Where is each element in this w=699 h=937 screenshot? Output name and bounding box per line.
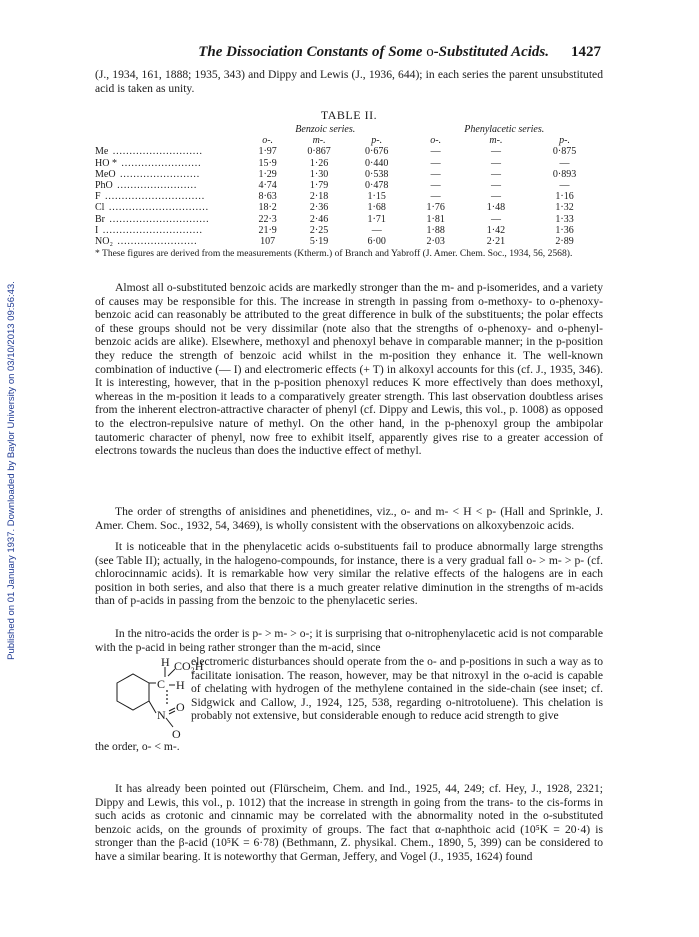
paragraph-2-text: The order of strengths of anisidines and phenetidines, viz., o- and m- < H < p- (Hall and Sprinkle, J. Amer. Chem. Soc., 1932, 54, 3469), is wholly consistent with the observations on alkoxybenzoic acids. xyxy=(95,505,603,532)
bond-n-o-top xyxy=(169,708,175,711)
table-cell: 0·676 xyxy=(365,146,389,158)
chelate-structure-diagram xyxy=(95,655,204,753)
row-label xyxy=(95,158,245,169)
table-footnote: * These figures are derived from the measurements (Ktherm.) of Branch and Yabroff (J. Amer. Chem. Soc., 1934, 56, 2568). xyxy=(95,248,573,259)
group-co2h: CO₂H xyxy=(174,659,204,673)
table-cell: 1·48 xyxy=(486,202,506,214)
paragraph-5-text: It has already been pointed out (Flürscheim, Chem. and Ind., 1925, 44, 249; cf. Hey, J., 1928, 2321; Dippy and Lewis, this vol., p. 1012) that the increase in strength in going from the trans- to the cis-forms in such acids as crotonic and cinnamic may be correlated with the abnormality noted in the o-substituted benzoic acids, on the grounds of proximity of groups. The fact that α-naphthoic acid (10⁵K = 20·4) is stronger than the β-acid (10⁵K = 6·78) (Bethmann, Z. physikal. Chem., 1890, 5, 399) can be considered to have a similar bearing. It is noteworthy that German, Jeffery, and Vogel (J., 1935, 1624) found xyxy=(95,782,603,863)
leader-dots: ………………………… xyxy=(104,191,205,203)
table-cell: 107 xyxy=(260,236,276,248)
table-cell: 2·46 xyxy=(309,213,329,225)
table-cell: — xyxy=(490,213,501,225)
publication-sidebar xyxy=(4,150,18,790)
leader-dots: …………………… xyxy=(116,180,197,192)
paragraph-1 xyxy=(95,281,603,458)
table-cell: 1·16 xyxy=(555,191,574,203)
paragraph-3-text: It is noticeable that in the phenylacetic acids o-substituents fail to produce abnormally large strengths (see Table II); actually, in the halogeno-compounds, for instance, there is a very gradual fall o- > m- > p- (cf. chlorocinnamic acids). It is remarkable how very similar the relative effects of the halogens are in each position in both series, and also that there is a much greater relative diminution in the strengths of m-acids than of p-acids in passing from the benzoic to the phenylacetic series. xyxy=(95,540,603,608)
running-title-post: -Substituted Acids. xyxy=(433,44,549,60)
benzene-ring xyxy=(117,674,149,710)
table-cell: 1·32 xyxy=(555,202,574,214)
table-cell: 1·33 xyxy=(555,213,574,225)
table-row xyxy=(95,191,603,202)
bond-ring-n xyxy=(149,701,156,713)
table-row xyxy=(95,214,603,225)
substituent-label: MeO xyxy=(95,168,116,180)
row-label xyxy=(95,191,245,202)
table-cell: 1·68 xyxy=(367,202,386,214)
substituent-label: NO₂ xyxy=(95,236,113,248)
table-group-row xyxy=(95,124,603,135)
table-cell: 6·00 xyxy=(367,236,386,248)
row-label xyxy=(95,214,245,225)
page-number: 1427 xyxy=(571,44,601,60)
substituent-label: Me xyxy=(95,146,109,158)
table-cell: — xyxy=(559,157,570,169)
leader-dots: ………………………… xyxy=(108,202,209,214)
table-cell: 2·36 xyxy=(309,202,329,214)
ring-hexagon xyxy=(117,674,149,710)
atom-c: C xyxy=(157,677,166,691)
leader-dots: …………………… xyxy=(116,236,197,248)
table-cell: 18·2 xyxy=(258,202,277,214)
paragraph-3 xyxy=(95,540,603,608)
table-cell: 22·3 xyxy=(258,213,277,225)
table-cell: 15·9 xyxy=(258,157,277,169)
atom-o-bottom: O xyxy=(172,727,181,741)
table-cell: 0·867 xyxy=(307,146,331,158)
table-cell: 1·76 xyxy=(426,202,445,214)
table-cell: 1·42 xyxy=(486,224,506,236)
table-subheader-row xyxy=(95,135,603,146)
table-cell: — xyxy=(430,146,441,158)
table-cell: 1·88 xyxy=(426,224,445,236)
table-cell: 1·29 xyxy=(258,168,277,180)
running-title-pre: The Dissociation Constants of Some xyxy=(198,44,427,60)
table-cell: — xyxy=(490,157,501,169)
table-title: TABLE II. xyxy=(320,108,378,122)
col-header: p-. xyxy=(559,135,570,147)
paragraph-2 xyxy=(95,505,603,532)
paragraph-4-lead-text: In the nitro-acids the order is p- > m- > o-; it is surprising that o-nitrophenylacetic acid is not comparable with the p-acid in being rather stronger than the m-acid, since xyxy=(95,627,603,654)
table-cell: — xyxy=(490,168,501,180)
substituent-label: HO * xyxy=(95,157,117,169)
table-cell: 2·21 xyxy=(486,236,506,248)
publication-note: Published on 01 January 1937. Downloaded by Baylor University on 03/10/2013 09:56:43. xyxy=(5,280,17,660)
table-cell: 0·875 xyxy=(552,146,577,158)
atom-o-top: O xyxy=(176,700,185,714)
table-cell: 1·97 xyxy=(258,146,277,158)
table-cell: 2·03 xyxy=(426,236,445,248)
table-cell: 8·63 xyxy=(258,191,277,203)
col-header: o-. xyxy=(262,135,274,147)
leader-dots: …………………… xyxy=(119,168,200,180)
table-cell: 2·18 xyxy=(309,191,329,203)
table-row xyxy=(95,236,603,247)
atom-h-top: H xyxy=(161,655,170,669)
table-cell: 21·9 xyxy=(258,224,277,236)
table-cell: 1·71 xyxy=(367,213,386,225)
table-cell: — xyxy=(430,168,441,180)
leader-dots: …………………… xyxy=(120,157,201,169)
table-row xyxy=(95,169,603,180)
table-row xyxy=(95,180,603,191)
running-title-o: o xyxy=(426,44,434,60)
table-cell: — xyxy=(430,157,441,169)
table-cell: 1·79 xyxy=(309,180,329,192)
leader-dots: ………………………… xyxy=(109,213,209,225)
table-cell: — xyxy=(430,180,441,192)
table-cell: — xyxy=(490,180,501,192)
table-cell: 2·25 xyxy=(309,224,329,236)
col-header: m-. xyxy=(489,135,503,147)
table-cell: 0·440 xyxy=(365,157,389,169)
table-cell: 1·26 xyxy=(309,157,329,169)
nitro-inset-block xyxy=(95,655,603,741)
leader-dots: ……………………… xyxy=(112,146,203,158)
table-row xyxy=(95,146,603,157)
substituent-label: Cl xyxy=(95,202,105,214)
row-label xyxy=(95,225,245,236)
table-cell: 5·19 xyxy=(309,236,329,248)
page-header xyxy=(88,44,601,61)
col-header: m-. xyxy=(312,135,326,147)
row-label xyxy=(95,236,245,247)
running-title xyxy=(198,44,549,61)
table-row xyxy=(95,158,603,169)
dissociation-table xyxy=(95,124,603,247)
table-cell: — xyxy=(371,224,382,236)
table-row xyxy=(95,202,603,213)
group-benzoic: Benzoic series. xyxy=(295,124,356,135)
paragraph-4-wrap-text: electromeric disturbances should operate from the o- and p-positions in such a way as to facilitate ionisation. The reason, however, may be that nitroxyl in the o-acid is capable of chelating with hydrogen of the methylene contained in the side-chain (see inset; cf. Sidgwick and Callow, J., 1924, 125, 538, regarding o-nitrotoluene). This chelation is probably not extensive, but considerable enough to reduce acid strength to give xyxy=(191,655,603,723)
table-cell: 0·478 xyxy=(365,180,389,192)
substituent-label: PhO xyxy=(95,180,113,192)
table-cell: 0·893 xyxy=(552,168,577,180)
lead-paragraph: (J., 1934, 161, 1888; 1935, 343) and Dippy and Lewis (J., 1936, 644); in each series the parent unsubstituted acid is taken as unity. xyxy=(95,68,603,95)
row-label xyxy=(95,146,245,157)
atom-h-right: H xyxy=(176,678,185,692)
table-cell: 0·538 xyxy=(365,168,389,180)
paragraph-4-tail: the order, o- < m-. xyxy=(95,740,180,753)
bond-n-o-bottom xyxy=(166,718,173,727)
substituent-label: Br xyxy=(95,213,105,225)
table-cell: 1·30 xyxy=(309,168,329,180)
row-label xyxy=(95,169,245,180)
substituent-label: I xyxy=(95,224,99,236)
paragraph-4-lead xyxy=(95,627,603,654)
table-body xyxy=(95,146,603,247)
table-cell: 2·89 xyxy=(555,236,574,248)
atom-n: N xyxy=(157,708,166,722)
substituent-label: F xyxy=(95,191,101,203)
row-label xyxy=(95,180,245,191)
table-cell: 1·15 xyxy=(367,191,386,203)
paragraph-1-text: Almost all o-substituted benzoic acids are markedly stronger than the m- and p-isomerides, and a variety of causes may be responsible for this. The increase in strength in passing from o-methoxy- to o-phenoxy-benzoic acid can reasonably be attributed to the great difference in bulk of the substituents; the polar effects of these groups should not be very dissimilar (note also that the strengths of o-phenoxy- and o-phenyl-benzoic acids are alike). Elsewhere, methoxyl and phenoxyl behave in comparable manner; in the p-position they reduce the strength of benzoic acid whilst in the m-position they enhance it. The well-known combination of inductive (— I) and electromeric effects (+ T) in alkoxyl accounts for this (cf. J., 1935, 346). It is interesting, however, that in the p-position phenoxyl reduces K more effectively than does methoxyl, whereas in the m-position it leads to a comparatively greater strength. This last observation doubtless arises from the inherent electron-attractive character of phenyl (cf. Dippy and Lewis, this vol., p. 1008) as opposed to the electron-repulsive nature of methyl. On the other hand, in the p-phenoxyl group the ambipolar tautomeric character of phenyl, now free to exhibit itself, apparently gives rise to a greater accession of electrons towards the nucleus than does the inductive effect of methyl. xyxy=(95,281,603,458)
table-cell: 4·74 xyxy=(258,180,277,192)
table-cell: 1·36 xyxy=(555,224,574,236)
table-row xyxy=(95,225,603,236)
col-header: o-. xyxy=(430,135,442,147)
leader-dots: ………………………… xyxy=(102,224,203,236)
table-cell: — xyxy=(430,191,441,203)
table-cell: — xyxy=(559,180,570,192)
table-cell: 1·81 xyxy=(426,213,445,225)
row-label xyxy=(95,202,245,213)
table-cell: — xyxy=(490,191,501,203)
col-header: p-. xyxy=(371,135,383,147)
table-cell: — xyxy=(490,146,501,158)
group-phenylacetic: Phenylacetic series. xyxy=(464,124,545,135)
paragraph-5 xyxy=(95,782,603,864)
